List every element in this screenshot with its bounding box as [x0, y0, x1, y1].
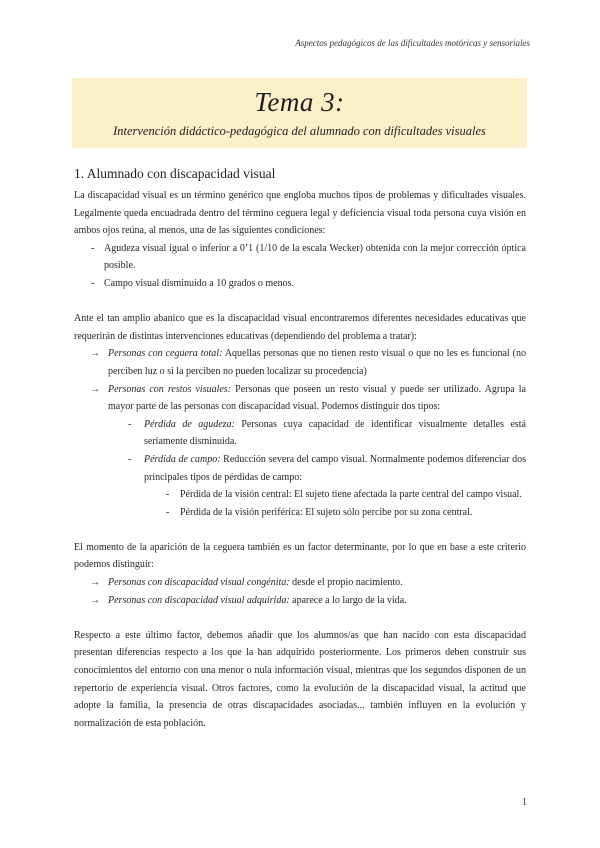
field-loss-text: Pérdida de la visión central: El sujeto tiene afectada la parte central del campo visual. [180, 489, 522, 501]
list-item [74, 381, 526, 522]
conditions-list [74, 240, 526, 293]
dash-marker: - [166, 506, 170, 518]
arrow-marker: → [90, 577, 100, 589]
list-item [74, 592, 526, 610]
dash-marker: - [128, 418, 132, 430]
running-header: Aspectos pedagógicos de las dificultades motóricas y sensoriales [295, 38, 530, 48]
list-item [108, 416, 526, 451]
list-item [74, 574, 526, 592]
list-item [144, 504, 526, 522]
group-text: Aquellas personas que no tienen resto visual o que no les es funcional (no perciben luz o si la perciben no pueden localizar su procedencia) [108, 348, 526, 377]
page-title: Tema 3: [254, 87, 345, 117]
onset-text: desde el propio nacimiento. [289, 577, 403, 589]
group-text: Personas que poseen un resto visual y puede ser utilizado. Agrupa la mayor parte de las personas con discapacidad visual. Podemos distinguir dos tipos: [108, 383, 526, 413]
section-heading: 1. Alumnado con discapacidad visual [74, 166, 276, 181]
type-term: Pérdida de campo: [144, 453, 221, 465]
arrow-marker: → [90, 594, 100, 606]
onset-paragraph: El momento de la aparición de la ceguera también es un factor determinante, por lo que en base a este criterio podemos distinguir: [74, 541, 526, 571]
arrow-marker: → [90, 383, 100, 395]
onset-list [74, 574, 526, 609]
type-text: Personas cuya capacidad de identificar visualmente detalles está seriamente disminuida. [144, 418, 526, 448]
onset-term: Personas con discapacidad visual adquirida: [108, 594, 290, 606]
list-item [74, 345, 526, 380]
groups-list [74, 345, 526, 521]
type-text: Reducción severa del campo visual. Normalmente podemos diferenciar dos principales tipos de pérdidas de campo: [144, 453, 526, 483]
types-list [108, 416, 526, 522]
page-subtitle: Intervención didáctico-pedagógica del alumnado con dificultades visuales [113, 124, 486, 138]
dash-marker: - [166, 489, 170, 501]
group-term: Personas con restos visuales: [108, 383, 232, 395]
group-term: Personas con ceguera total: [108, 348, 223, 360]
type-term: Pérdida de agudeza: [144, 418, 235, 430]
closing-paragraph: Respecto a este último factor, debemos añadir que los alumnos/as que han nacido con esta discapacidad presentan diferencias respecto a los que la han adquirido posteriormente. Los primeros deben construir sus conocimientos del entorno con una menor o nula información visual, mientras que los segundos disponen de un repertorio de experiencia visual. Otros factores, como la evolución de la discapacidad visual, la actitud que adopte la familia, la presencia de otras discapacidades asociadas... también influyen en la evolución y normalización de esta población. [74, 629, 526, 729]
arrow-marker: → [90, 348, 100, 360]
list-item [108, 451, 526, 521]
field-losses-list [144, 486, 526, 521]
intro-paragraph: La discapacidad visual es un término genérico que engloba muchos tipos de problemas y dificultades visuales. Legalmente queda encuadrada dentro del término ceguera legal y deficiencia visual toda persona cuya visión en ambos ojos reúna, al menos, una de las siguientes condiciones: [74, 190, 526, 237]
list-item: - Agudeza visual igual o inferior a 0’1 (1/10 de la escala Wecker) obtenida con la mejor corrección óptica posible. [74, 240, 526, 275]
onset-text: aparece a lo largo de la vida. [289, 594, 407, 606]
title-box [72, 78, 527, 148]
list-item [144, 486, 526, 504]
needs-paragraph: Ante el tan amplio abanico que es la discapacidad visual encontraremos diferentes necesidades educativas que requerirán de distintas intervenciones educativas (dependiendo del problema a tratar): [74, 313, 526, 342]
field-loss-text: Pérdida de la visión periférica: El sujeto sólo percibe por su zona central. [180, 506, 473, 518]
dash-marker: - [128, 453, 132, 465]
onset-term: Personas con discapacidad visual congénita: [108, 577, 290, 589]
page-number: 1 [522, 797, 527, 808]
list-item: - Campo visual disminuido a 10 grados o menos. [74, 275, 526, 293]
document-body [74, 164, 526, 732]
